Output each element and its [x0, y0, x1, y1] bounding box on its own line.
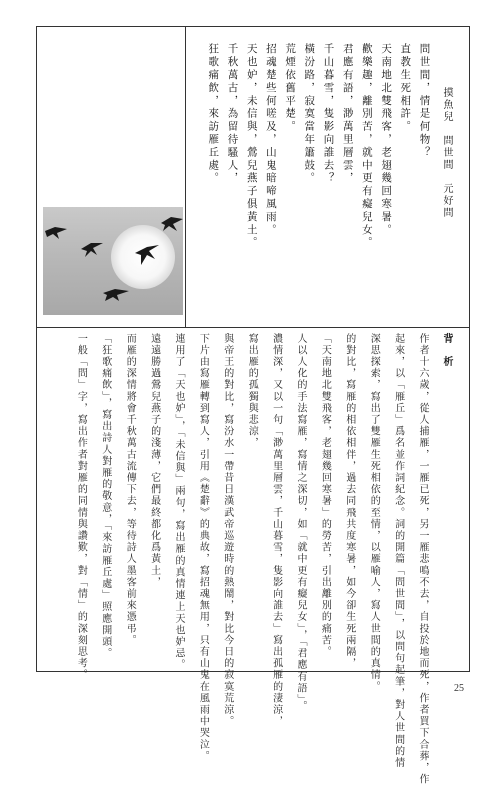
note-line: 人以人化的手法寫雁，寫情之深切，如「就中更有癡兒女」，「君應有語」。: [295, 333, 306, 713]
poem-line: 橫汾路，寂寞當年簫鼓。: [303, 43, 316, 185]
poem-line: 歡樂趣，離別苦，就中更有癡兒女。: [360, 43, 373, 250]
section-divider: [37, 327, 469, 328]
notes-header: 背 析: [441, 333, 452, 368]
poem-line: 荒煙依舊平楚。: [284, 43, 297, 134]
poem-title: 摸魚兒 問世間 元好問: [441, 87, 452, 219]
note-line: 與帝王的對比，寫汾水一帶昔日漢武帝巡遊時的熱鬧，對比今日的寂寞荒涼。: [221, 333, 233, 728]
poem-line: 千秋萬古，為留待騷人，: [226, 43, 239, 185]
poem-line: 問世間，情是何物？: [418, 43, 431, 160]
note-line: 一般「問」字，寫出作者對雁的同情與讚歎，對「情」的深刻思考。: [75, 333, 87, 681]
poem-line: 君應有語，渺萬里層雲，: [341, 43, 354, 185]
note-line: 濃情深，又以一句「渺萬里層雲，千山暮雪，隻影向誰去」寫出孤雁的淒涼，: [270, 333, 282, 728]
note-line: 作者十六歲，從人捕雁，一雁已死，另一雁悲鳴不去，自投於地而死，作者買下合葬，作: [417, 333, 428, 785]
photo-column-divider: [185, 27, 186, 327]
note-line: 的對比，寫雁的相依相伴，過去同飛共度寒暑，如今卻生死兩隔，: [343, 333, 355, 670]
poem-line: 天南地北雙飛客，老翅幾回寒暑。: [380, 43, 393, 237]
note-line: 起來，以「雁丘」爲名並作詞紀念。詞的開篇「問世間」，以問句起筆，對人世間的情: [392, 333, 404, 769]
cranes-moon-illustration: [43, 207, 183, 315]
note-line: 連用了「天也妒」，「未信與」兩句，寫出雁的真情連上天也妒忌。: [173, 333, 184, 671]
note-line: 寫出雁的孤獨與悲涼，: [246, 333, 258, 449]
page-number: 25: [454, 683, 464, 694]
cranes-moon-photo: [43, 207, 183, 315]
poem-line: 狂歌痛飲，來訪雁丘處。: [207, 43, 220, 185]
poem-line: 招魂楚些何嗟及，山鬼暗啼風雨。: [264, 43, 277, 237]
note-line: 下片由寫雁轉到寫人，引用《楚辭》的典故，寫招魂無用，只有山鬼在風雨中哭泣。: [197, 333, 209, 763]
note-line: 而雁的深情將會千秋萬古流傳下去，等待詩人墨客前來憑弔。: [124, 333, 136, 647]
poem-line: 直教生死相許。: [399, 43, 412, 134]
poem-line: 千山暮雪，隻影向誰去？: [322, 43, 335, 185]
note-line: 遠遠勝過鶯兒燕子的淺薄，它們最終都化爲黃土，: [148, 333, 160, 589]
note-line: 「天南地北雙飛客，老翅幾回寒暑」的勞苦，引出離別的痛苦。: [319, 333, 331, 658]
note-line: 深思探索，寫出了雙雁生死相依的至情，以雁喻人，寫人世間的真情。: [368, 333, 380, 693]
note-line: 「狂歌痛飲」，寫出詩人對雁的敬意，「來訪雁丘處」照應開頭。: [99, 333, 111, 660]
poem-line: 天也妒，未信與，鶯兒燕子俱黃土。: [245, 43, 258, 250]
